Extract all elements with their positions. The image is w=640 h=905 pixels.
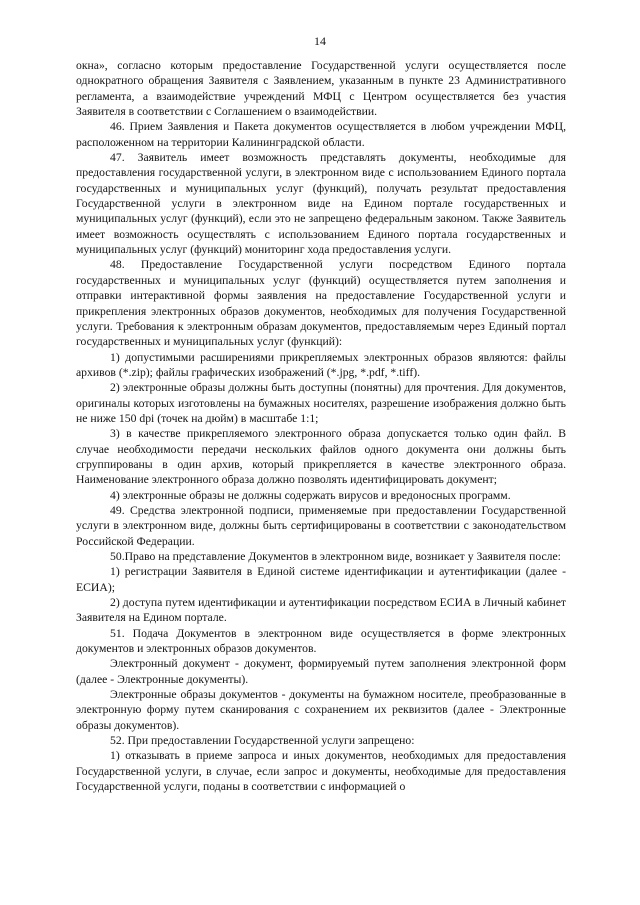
paragraph-48-item-4: 4) электронные образы не должны содержать вирусов и вредоносных программ. — [110, 488, 511, 502]
paragraph-52: 52. При предоставлении Государственной услуги запрещено: — [110, 734, 415, 748]
paragraph-46: 46. Прием Заявления и Пакета документов осуществляется в любом учреждении МФЦ, расположенном на территории Калининградской области. — [76, 120, 566, 149]
paragraph-51-definition-1: Электронный документ - документ, формируемый путем заполнения электронной форм (далее - Электронные документы). — [76, 657, 566, 686]
paragraph-50-item-2: 2) доступа путем идентификации и аутентификации посредством ЕСИА в Личный кабинет Заявителя на Едином портале. — [76, 596, 566, 625]
paragraph-51: 51. Подача Документов в электронном виде осуществляется в форме электронных документов и электронных образов документов. — [76, 626, 566, 656]
paragraph-50-item-1: 1) регистрации Заявителя в Единой системе идентификации и аутентификации (далее - ЕСИА); — [76, 565, 566, 594]
paragraph-49: 49. Средства электронной подписи, применяемые при предоставлении Государственной услуги в электронном виде, должны быть сертифицированы в соответствии с законодательством Российской Федерации. — [76, 503, 566, 548]
paragraph-48-item-1: 1) допустимыми расширениями прикрепляемых электронных образов являются: файлы архивов (*.zip); файлы графических изображений (*.jpg, *.pdf, *.tiff). — [76, 350, 566, 379]
paragraph-47: 47. Заявитель имеет возможность представлять документы, необходимые для предоставления государственной услуги, в электронном виде с использованием Единого портала государственных и муниципальных услуг (функций), получать результат предоставления Государственной услуги в электронном виде на Едином портале государственных и муниципальных услуг (функций), если это не запрещено федеральным законом. Также Заявитель имеет возможность осуществлять с использованием Единого портала государственных и муниципальных услуг (функций) мониторинг хода предоставления услуги. — [76, 151, 566, 257]
paragraph-50: 50.Право на представление Документов в электронном виде, возникает у Заявителя после: — [110, 550, 561, 563]
paragraph-48-item-2: 2) электронные образы должны быть доступны (понятны) для прочтения. Для документов, оригиналы которых изготовлены на бумажных носителях, разрешение изображения должно быть не ниже 150 dpi (точек на дюйм) в масштабе 1:1; — [76, 381, 566, 425]
paragraph-52-item-1: 1) отказывать в приеме запроса и иных документов, необходимых для предоставления Государственной услуги, в случае, если запрос и документы, необходимые для предоставления Государственной услуги, поданы в соответствии с информацией о — [76, 749, 566, 794]
paragraph-48: 48. Предоставление Государственной услуги посредством Единого портала государственных и муниципальных услуг (функций) осуществляется путем заполнения и отправки интерактивной формы заявления на предоставление Государственной услуги и прикрепления электронных образов документов, необходимых для получения Государственной услуги. Требования к электронным образам документов, предоставляемым через Единый портал государственных и муниципальных услуг (функций): — [76, 258, 566, 349]
document-body — [76, 58, 566, 795]
paragraph-48-item-3: 3) в качестве прикрепляемого электронного образа допускается только один файл. В случае необходимости передачи нескольких файлов одного документа они должны быть сгруппированы в один архив, который прикрепляется в качестве электронного образа. Наименование электронного образа должно позволять идентифицировать документ; — [76, 427, 566, 487]
paragraph-continuation: окна», согласно которым предоставление Государственной услуги осуществляется после однократного обращения Заявителя с Заявлением, указанным в пункте 23 Административного регламента, а взаимодействие учреждений МФЦ с Центром осуществляется без участия Заявителя в соответствии с Соглашением о взаимодействии. — [76, 59, 566, 119]
paragraph-51-definition-2: Электронные образы документов - документы на бумажном носителе, преобразованные в электронную форму путем сканирования с сохранением их реквизитов (далее - Электронные образы документов). — [76, 688, 566, 732]
page-number: 14 — [314, 34, 326, 48]
